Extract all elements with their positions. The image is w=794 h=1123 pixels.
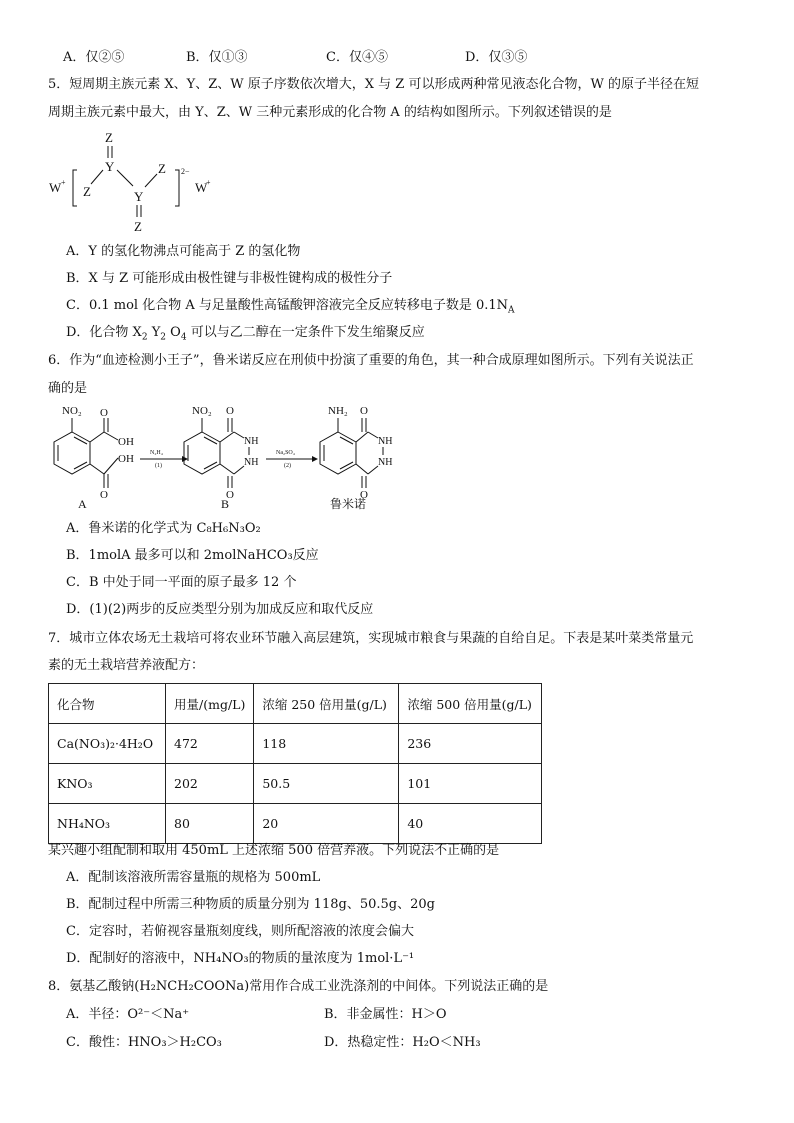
svg-text:NO₂: NO₂ xyxy=(192,405,212,417)
svg-text:NH: NH xyxy=(378,457,393,468)
svg-text:+: + xyxy=(206,178,211,187)
svg-text:Z: Z xyxy=(158,161,166,176)
luminol-structure xyxy=(320,405,392,511)
svg-text:+: + xyxy=(61,178,66,187)
q4-option-b: B．仅①③ xyxy=(186,50,248,65)
svg-text:Y: Y xyxy=(134,189,144,204)
q6-stem-line1: 6．作为“血迹检测小王子”，鲁米诺反应在刑侦中扮演了重要的角色，其一种合成原理如图所示。下列有关说法正 xyxy=(48,353,694,368)
q8-option-d: D．热稳定性：H₂O＜NH₃ xyxy=(324,1035,481,1050)
q6-option-d: D．(1)(2)两步的反应类型分别为加成反应和取代反应 xyxy=(66,602,374,617)
q5-option-a: A．Y 的氢化物沸点可能高于 Z 的氢化物 xyxy=(66,244,301,259)
q8-stem: 8．氨基乙酸钠(H₂NCH₂COONa)常用作合成工业洗涤剂的中间体。下列说法正确的是 xyxy=(48,979,549,994)
table-row xyxy=(49,724,542,764)
compound-b-structure xyxy=(184,405,258,511)
table-cell: 101 xyxy=(399,764,542,804)
svg-text:O: O xyxy=(360,489,368,501)
q5-option-c: C．0.1 mol 化合物 A 与足量酸性高锰酸钾溶液完全反应转移电子数是 $0.1N_A$ xyxy=(66,298,515,316)
q4-option-c: C．仅④⑤ xyxy=(326,50,388,65)
svg-text:Z: Z xyxy=(134,219,142,234)
q5-stem-line2: 周期主族元素中最大，由 Y、Z、W 三种元素形成的化合物 A 的结构如图所示。下列叙述错误的是 xyxy=(48,105,612,120)
svg-text:O: O xyxy=(100,407,108,419)
svg-text:NO₂: NO₂ xyxy=(62,405,82,417)
q7-stem-line1: 7．城市立体农场无土栽培可将农业环节融入高层建筑，实现城市粮食与果蔬的自给自足。下表是某叶菜类常量元 xyxy=(48,631,694,646)
q7-option-d: D．配制好的溶液中，NH₄NO₃的物质的量浓度为 1mol·L⁻¹ xyxy=(66,951,415,966)
q6-option-a: A．鲁米诺的化学式为 C₈H₆N₃O₂ xyxy=(66,521,261,536)
table-header-row xyxy=(49,684,542,724)
table-header: 浓缩 250 倍用量(g/L) xyxy=(254,684,399,724)
table-header: 浓缩 500 倍用量(g/L) xyxy=(399,684,542,724)
table-cell: 50.5 xyxy=(254,764,399,804)
q4-option-d: D．仅③⑤ xyxy=(465,50,528,65)
q6-option-b: B．1molA 最多可以和 2molNaHCO₃反应 xyxy=(66,548,319,563)
q4-option-a: A．仅②⑤ xyxy=(63,50,125,65)
table-cell: 40 xyxy=(399,804,542,844)
table-cell: 118 xyxy=(254,724,399,764)
svg-text:O: O xyxy=(226,405,234,417)
q5-option-b: B．X 与 Z 可能形成由极性键与非极性键构成的极性分子 xyxy=(66,271,393,286)
q6-option-c: C．B 中处于同一平面的原子最多 12 个 xyxy=(66,575,297,590)
q8-option-c: C．酸性：HNO₃＞H₂CO₃ xyxy=(66,1035,222,1050)
table-cell: 202 xyxy=(166,764,254,804)
step2-label: (2) xyxy=(284,463,291,469)
label-luminol: 鲁米诺 xyxy=(330,497,367,511)
q7-after-table: 某兴趣小组配制和取用 450mL 上述浓缩 500 倍营养液。下列说法不正确的是 xyxy=(48,843,500,858)
q7-option-c: C．定容时，若俯视容量瓶刻度线，则所配溶液的浓度会偏大 xyxy=(66,924,414,939)
svg-text:Z: Z xyxy=(105,130,113,145)
q6-reaction-scheme xyxy=(44,402,404,512)
q5-stem-line1: 5．短周期主族元素 X、Y、Z、W 原子序数依次增大，X 与 Z 可以形成两种常见液态化合物，W 的原子半径在短 xyxy=(48,77,699,92)
q8-option-a: A．半径：O²⁻＜Na⁺ xyxy=(66,1007,190,1022)
table-header: 用量/(mg/L) xyxy=(166,684,254,724)
svg-text:O: O xyxy=(226,489,234,501)
table-cell: 472 xyxy=(166,724,254,764)
svg-text:O: O xyxy=(100,489,108,501)
svg-text:NH: NH xyxy=(244,457,259,468)
table-cell: NH₄NO₃ xyxy=(49,804,166,844)
q7-stem-line2: 素的无土栽培营养液配方： xyxy=(48,658,205,673)
table-header: 化合物 xyxy=(49,684,166,724)
w-cation-right: W xyxy=(195,180,208,195)
w-cation-left: W xyxy=(49,180,62,195)
q7-option-b: B．配制过程中所需三种物质的质量分别为 118g、50.5g、20g xyxy=(66,897,435,912)
q5-option-d: D．化合物 $X_2$ $Y_2$ $O_4$ 可以与乙二醇在一定条件下发生缩聚反应 xyxy=(66,325,425,343)
q5-structure-diagram xyxy=(45,126,245,236)
svg-text:O: O xyxy=(360,405,368,417)
table-cell: 20 xyxy=(254,804,399,844)
q6-stem-line2: 确的是 xyxy=(48,381,88,396)
step2-reagent: Na₂SO₄ xyxy=(276,450,295,456)
compound-a-structure xyxy=(54,405,134,511)
step1-label: (1) xyxy=(155,463,162,469)
table-cell: Ca(NO₃)₂·4H₂O xyxy=(49,724,166,764)
svg-text:Z: Z xyxy=(83,184,91,199)
table-cell: 236 xyxy=(399,724,542,764)
step1-reagent: N₂H₄ xyxy=(150,450,163,456)
svg-text:NH: NH xyxy=(244,436,259,447)
table-row xyxy=(49,804,542,844)
svg-text:NH₂: NH₂ xyxy=(328,405,348,417)
svg-text:NH: NH xyxy=(378,436,393,447)
svg-text:OH: OH xyxy=(118,453,134,465)
table-row xyxy=(49,764,542,804)
q7-option-a: A．配制该溶液所需容量瓶的规格为 500mL xyxy=(66,870,321,885)
svg-text:Y: Y xyxy=(105,159,115,174)
nutrient-table xyxy=(48,683,542,844)
q8-option-b: B．非金属性：H＞O xyxy=(324,1007,447,1022)
table-cell: 80 xyxy=(166,804,254,844)
label-a: A xyxy=(78,497,87,511)
svg-text:OH: OH xyxy=(118,436,134,448)
charge-label: 2− xyxy=(181,167,190,176)
table-cell: KNO₃ xyxy=(49,764,166,804)
label-b: B xyxy=(221,497,230,511)
